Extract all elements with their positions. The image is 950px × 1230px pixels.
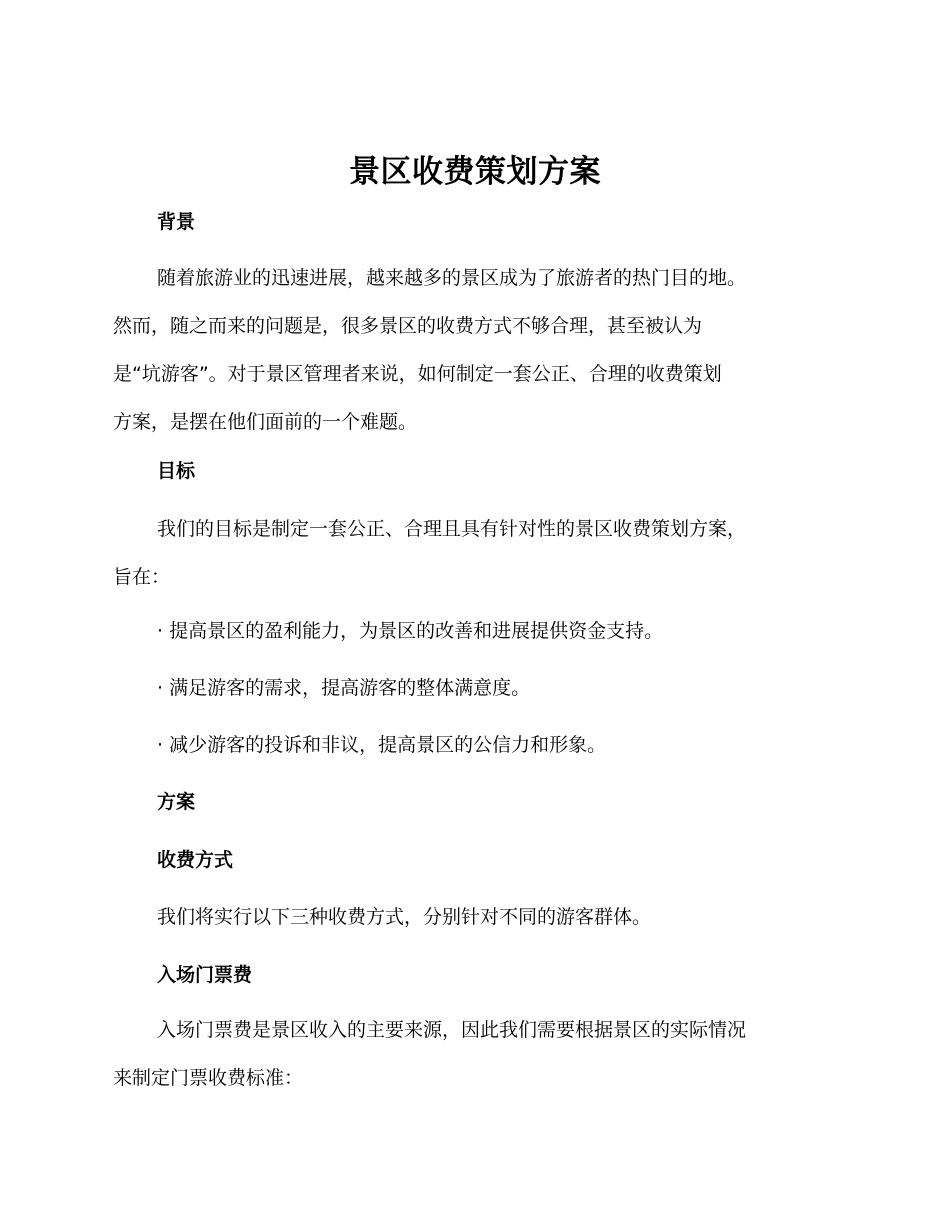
goal-paragraph bbox=[113, 505, 833, 601]
paragraph-line: 来制定门票收费标准： bbox=[113, 1067, 304, 1089]
goal-bullet-item: · 提高景区的盈利能力，为景区的改善和进展提供资金支持。 bbox=[157, 620, 664, 642]
paragraph-line: 随着旅游业的迅速进展，越来越多的景区成为了旅游者的热门目的地。 bbox=[157, 267, 747, 289]
admission-paragraph bbox=[113, 1006, 833, 1102]
paragraph-line: 入场门票费是景区收入的主要来源，因此我们需要根据景区的实际情况 bbox=[157, 1019, 747, 1041]
paragraph-line: 我们的目标是制定一套公正、合理且具有针对性的景区收费策划方案， bbox=[157, 518, 747, 540]
paragraph-line: 方案，是摆在他们面前的一个难题。 bbox=[113, 411, 418, 433]
subsection-heading-admission: 入场门票费 bbox=[157, 964, 253, 986]
section-heading-goal: 目标 bbox=[157, 460, 196, 482]
paragraph-line: 旨在： bbox=[113, 566, 171, 588]
section-heading-background: 背景 bbox=[157, 211, 196, 233]
paragraph-line: 是“坑游客”。对于景区管理者来说，如何制定一套公正、合理的收费策划 bbox=[113, 363, 722, 385]
background-paragraph bbox=[113, 254, 833, 446]
fee-methods-text: 我们将实行以下三种收费方式，分别针对不同的游客群体。 bbox=[157, 906, 652, 928]
section-heading-plan: 方案 bbox=[157, 791, 196, 813]
document-title: 景区收费策划方案 bbox=[349, 154, 601, 190]
subsection-heading-fee-methods: 收费方式 bbox=[157, 849, 234, 871]
goal-bullet-item: · 减少游客的投诉和非议，提高景区的公信力和形象。 bbox=[157, 734, 607, 756]
paragraph-line: 然而，随之而来的问题是，很多景区的收费方式不够合理，甚至被认为 bbox=[113, 315, 703, 337]
goal-bullet-item: · 满足游客的需求，提高游客的整体满意度。 bbox=[157, 677, 531, 699]
